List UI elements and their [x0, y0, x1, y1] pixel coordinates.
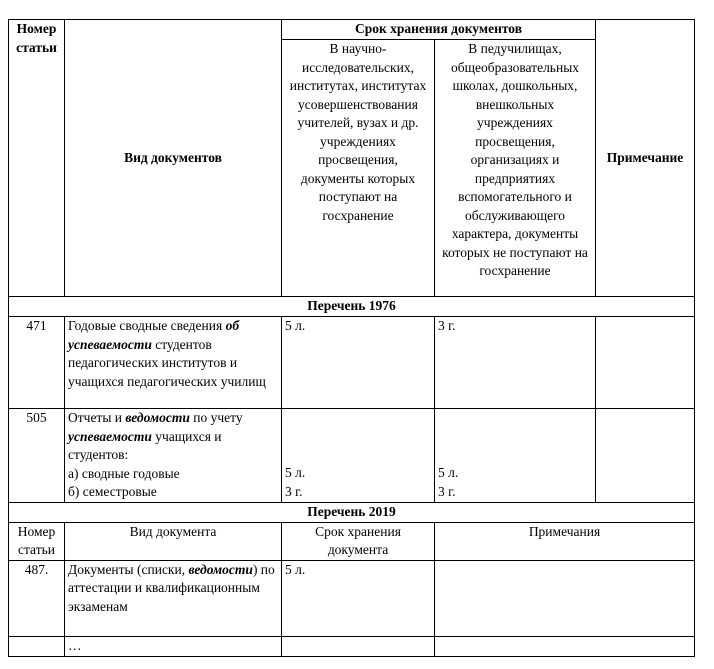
article-number: 505 — [9, 409, 65, 503]
period-schools: 3 г. — [435, 317, 596, 409]
notes-cell — [435, 636, 695, 656]
header-document-type: Вид документов — [65, 20, 282, 297]
period-schools: 5 л. 3 г. — [435, 409, 596, 503]
ellipsis-cell: … — [65, 636, 282, 656]
document-description: Годовые сводные сведения об успеваемости студентов педагогических институтов и учащихся педагогических училищ — [65, 317, 282, 409]
section-title-1976: Перечень 1976 — [9, 297, 695, 317]
header-research-institutes: В научно-исследовательских, институтах, институтах усовершенствования учителей, вузах и др. учреждениях просвещения, документы которых поступают на госхранение — [282, 40, 435, 297]
document-description: Документы (списки, ведомости) по аттестации и квалификационным экзаменам — [65, 560, 282, 636]
header-notes-2019: Примечания — [435, 522, 695, 560]
period-research: 5 л. 3 г. — [282, 409, 435, 503]
section-title-2019: Перечень 2019 — [9, 502, 695, 522]
table-row — [9, 409, 695, 503]
table-row — [9, 560, 695, 636]
table-row — [9, 317, 695, 409]
header-retention-period: Срок хранения документов — [282, 20, 596, 40]
document-description: Отчеты и ведомости по учету успеваемости учащихся и студентов: а) сводные годовые б) семестровые — [65, 409, 282, 503]
table-row — [9, 636, 695, 656]
header-retention-period-2019: Срок хранения документа — [282, 522, 435, 560]
retention-table — [8, 19, 695, 657]
note-cell — [596, 317, 695, 409]
article-number: 471 — [9, 317, 65, 409]
article-number — [9, 636, 65, 656]
header-article-number-2019: Номер статьи — [9, 522, 65, 560]
notes-cell — [435, 560, 695, 636]
header-article-number: Номер статьи — [9, 20, 65, 297]
period-research: 5 л. — [282, 317, 435, 409]
article-number: 487. — [9, 560, 65, 636]
subitem-annual: а) сводные годовые — [68, 465, 180, 481]
period-cell — [282, 636, 435, 656]
header-note: Примечание — [596, 20, 695, 297]
period-cell: 5 л. — [282, 560, 435, 636]
subitem-semester: б) семестровые — [68, 484, 157, 499]
header-document-type-2019: Вид документа — [65, 522, 282, 560]
header-schools: В педучилищах, общеобразовательных школах, дошкольных, внешкольных учреждениях просвещения, организациях и предприятиях вспомогательного и обслуживающего характера, документы которых не поступают на госхранение — [435, 40, 596, 297]
note-cell — [596, 409, 695, 503]
